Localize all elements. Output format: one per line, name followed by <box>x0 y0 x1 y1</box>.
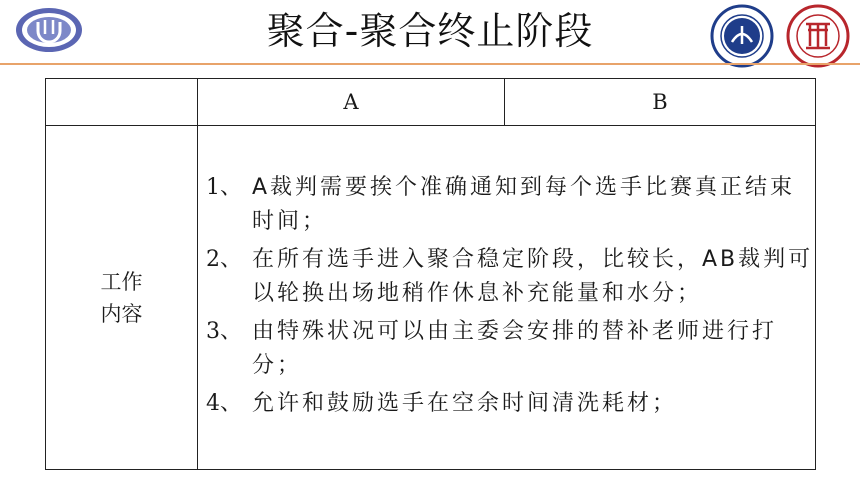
item-text: A裁判需要挨个准确通知到每个选手比赛真正结束时间； <box>252 174 796 234</box>
table-row <box>46 126 816 470</box>
content-cell <box>198 126 816 470</box>
list-item <box>206 243 815 311</box>
row-label-cell <box>46 126 198 470</box>
content-table <box>45 78 816 470</box>
list-item <box>206 171 815 239</box>
header-cell-b: B <box>505 79 816 126</box>
item-text: 在所有选手进入聚合稳定阶段，比较长，AB裁判可以轮换出场地稍作休息补充能量和水分； <box>252 246 814 306</box>
list-item <box>206 315 815 383</box>
item-text: 允许和鼓励选手在空余时间清洗耗材； <box>252 390 678 416</box>
work-content-list <box>198 171 815 421</box>
item-number: 4、 <box>206 390 242 416</box>
donghua-university-seal-icon <box>786 4 850 68</box>
item-number: 3、 <box>206 318 242 344</box>
page-title: 聚合-聚合终止阶段 <box>266 9 594 53</box>
header-divider <box>0 63 860 65</box>
list-item <box>206 387 815 421</box>
item-number: 1、 <box>206 174 242 200</box>
item-number: 2、 <box>206 246 242 272</box>
table-header-row <box>46 79 816 126</box>
header-cell-a: A <box>198 79 505 126</box>
header-cell-empty <box>46 79 198 126</box>
slide-header <box>0 0 860 64</box>
minjiang-university-seal-icon <box>710 4 774 68</box>
item-text: 由特殊状况可以由主委会安排的替补老师进行打分； <box>252 318 778 378</box>
row-label: 工作 内容 <box>100 269 143 326</box>
